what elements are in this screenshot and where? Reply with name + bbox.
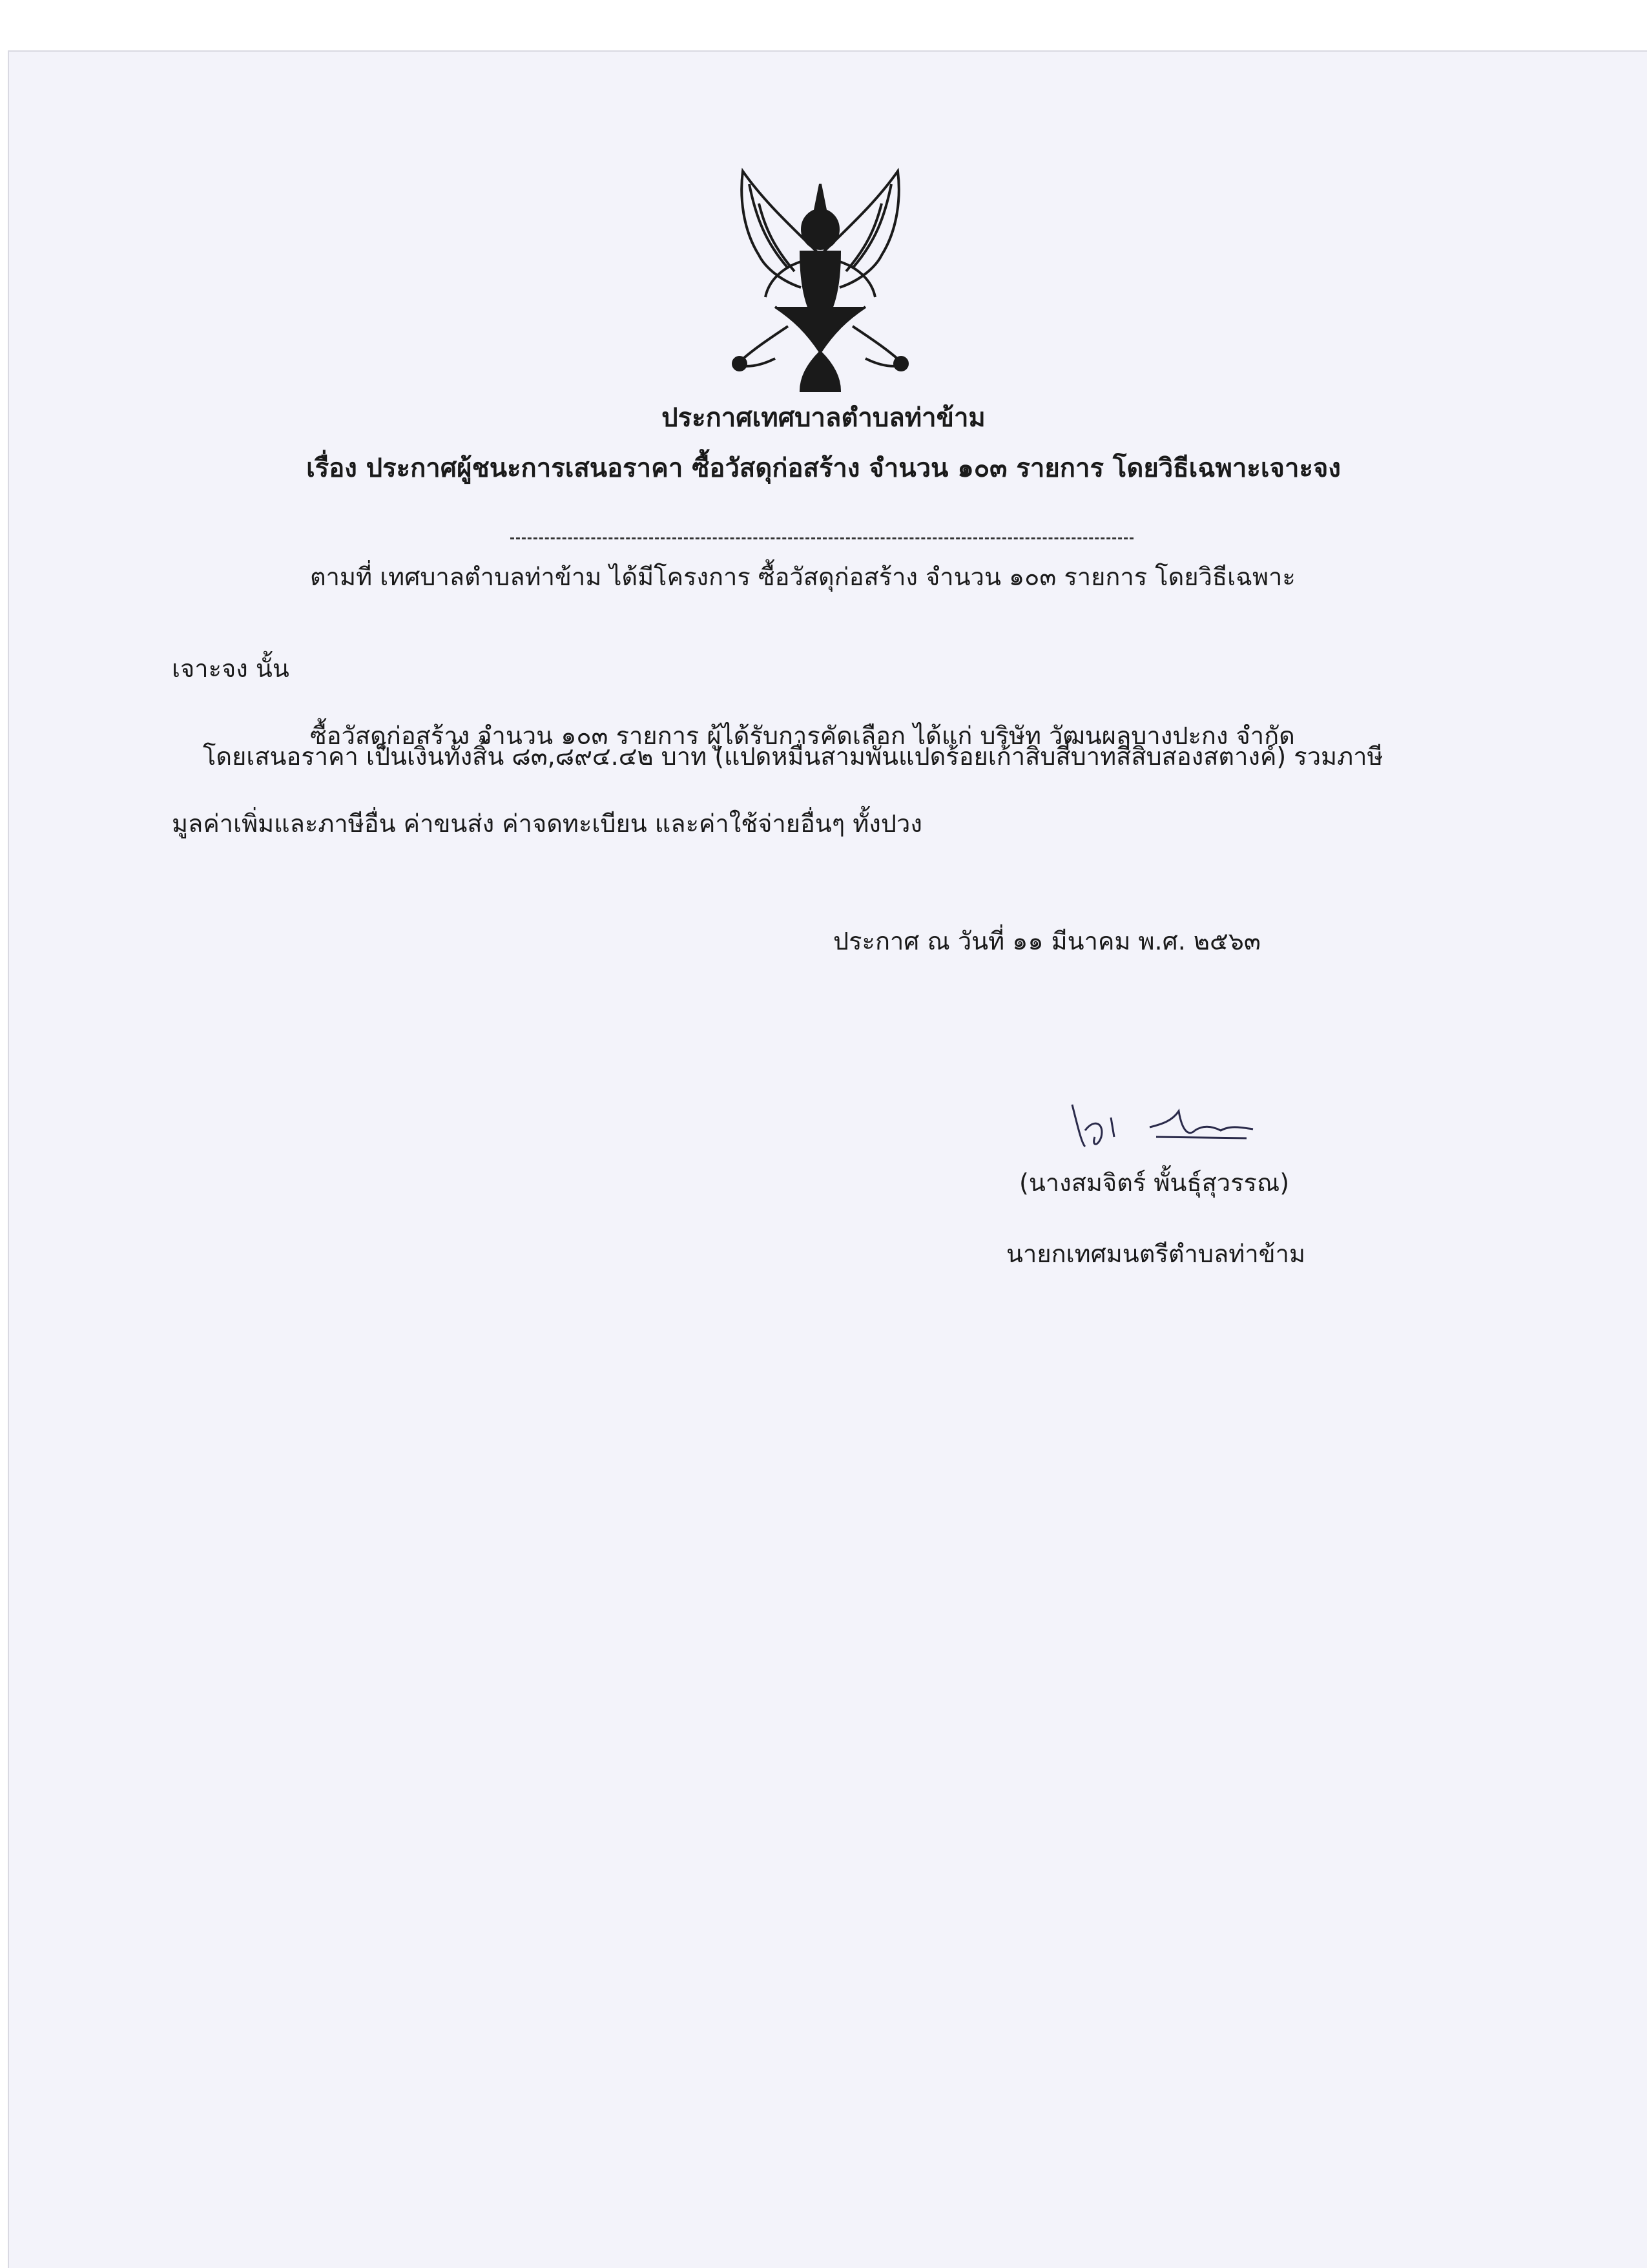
handwritten-signature-icon (1059, 1092, 1272, 1156)
garuda-emblem-icon (704, 158, 937, 397)
paragraph-1-line-2: เจาะจง นั้น (172, 654, 289, 683)
paragraph-1-line-1: ตามที่ เทศบาลตำบลท่าข้าม ได้มีโครงการ ซื้อวัสดุก่อสร้าง จำนวน ๑๐๓ รายการ โดยวิธีเฉพาะ (310, 563, 1296, 591)
signatory-name: (นางสมจิตร์ พั้นธุ์สุวรรณ) (1019, 1169, 1290, 1197)
separator-line (510, 537, 1134, 539)
signatory-position: นายกเทศมนตรีตำบลท่าข้าม (1006, 1240, 1306, 1268)
organization-title: ประกาศเทศบาลตำบลท่าข้าม (661, 403, 986, 433)
subject-title: เรื่อง ประกาศผู้ชนะการเสนอราคา ซื้อวัสดุก่อสร้าง จำนวน ๑๐๓ รายการ โดยวิธีเฉพาะเจาะจง (306, 453, 1341, 483)
announcement-date: ประกาศ ณ วันที่ ๑๑ มีนาคม พ.ศ. ๒๕๖๓ (833, 927, 1261, 955)
paragraph-2-line-3: มูลค่าเพิ่มและภาษีอื่น ค่าขนส่ง ค่าจดทะเบียน และค่าใช้จ่ายอื่นๆ ทั้งปวง (172, 809, 922, 838)
paragraph-2-line-2: โดยเสนอราคา เป็นเงินทั้งสิ้น ๘๓,๘๙๔.๔๒ บาท (แปดหมื่นสามพันแปดร้อยเก้าสิบสี่บาทสี่สิบสองสตางค์) รวมภาษี (203, 742, 1383, 771)
paragraph-2-line-1: ซื้อวัสดุก่อสร้าง จำนวน ๑๐๓ รายการ ผู้ได้รับการคัดเลือก ได้แก่ บริษัท วัฒนผลบางปะกง จำกัด (310, 722, 1295, 750)
